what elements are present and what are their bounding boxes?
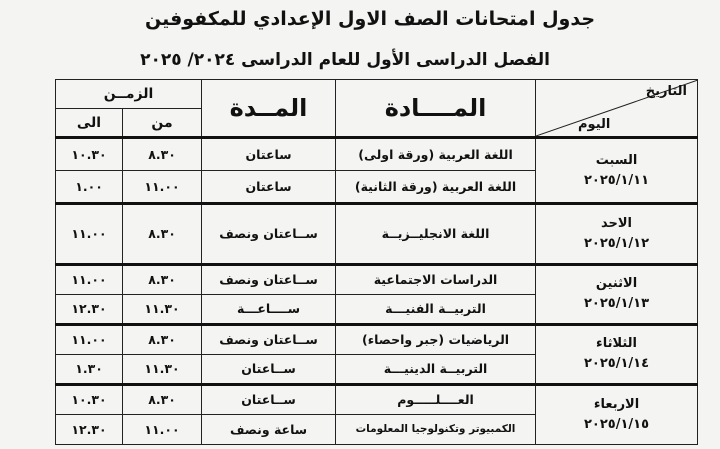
duration-cell: ساعة ونصف xyxy=(202,414,336,444)
table-row xyxy=(56,204,698,264)
day-header: اليوم xyxy=(578,117,611,133)
subject-header: المــــادة xyxy=(336,80,536,138)
table-row xyxy=(56,138,698,171)
day-date: ٢٠٢٥/١/١٣ xyxy=(583,296,650,312)
to-header: الى xyxy=(56,109,123,138)
exam-schedule-table xyxy=(55,79,698,445)
subject-cell: اللغة الانجليــزيــة xyxy=(336,204,536,264)
day-cell xyxy=(536,204,698,264)
time-header: الزمــن xyxy=(56,80,202,109)
from-cell: ١١.٣٠ xyxy=(123,354,202,384)
to-cell: ١.٠٠ xyxy=(56,171,123,204)
day-cell xyxy=(536,324,698,384)
page-title: جدول امتحانات الصف الاول الإعدادي للمكفوفين xyxy=(144,8,596,30)
day-name: السبت xyxy=(595,152,638,168)
duration-cell: ســاعتان ونصف xyxy=(202,264,336,294)
to-cell: ١٠.٣٠ xyxy=(56,384,123,414)
from-cell: ١١.٠٠ xyxy=(123,171,202,204)
subject-cell: التربيــة الفنيـــة xyxy=(336,294,536,324)
day-date: ٢٠٢٥/١/١٢ xyxy=(583,235,650,251)
duration-header: المــدة xyxy=(202,80,336,138)
duration-cell: ساعتان xyxy=(202,138,336,171)
from-cell: ٨.٣٠ xyxy=(123,204,202,264)
to-cell: ١١.٠٠ xyxy=(56,204,123,264)
day-date: ٢٠٢٥/١/١١ xyxy=(583,172,650,188)
day-name: الاحد xyxy=(601,215,633,231)
day-date: ٢٠٢٥/١/١٤ xyxy=(583,356,650,372)
table-row xyxy=(56,264,698,294)
to-cell: ١١.٠٠ xyxy=(56,324,123,354)
day-cell xyxy=(536,384,698,444)
to-cell: ١.٣٠ xyxy=(56,354,123,384)
subject-cell: العــــلـــــوم xyxy=(336,384,536,414)
from-cell: ٨.٣٠ xyxy=(123,384,202,414)
header-row xyxy=(56,80,698,109)
subject-cell: التربيــة الدينيـــة xyxy=(336,354,536,384)
day-date: ٢٠٢٥/١/١٥ xyxy=(583,416,650,432)
duration-cell: ساعتان xyxy=(202,171,336,204)
duration-cell: ســاعتان ونصف xyxy=(202,324,336,354)
from-cell: ١١.٣٠ xyxy=(123,294,202,324)
from-cell: ١١.٠٠ xyxy=(123,414,202,444)
duration-cell: ســاعتان xyxy=(202,384,336,414)
to-cell: ١١.٠٠ xyxy=(56,264,123,294)
subject-cell: اللغة العربية (ورقة اولى) xyxy=(336,138,536,171)
to-cell: ١٠.٣٠ xyxy=(56,138,123,171)
table-row xyxy=(56,324,698,354)
subject-cell: الكمبيوتر وتكنولوجيا المعلومات xyxy=(336,414,536,444)
date-header: التاريخ xyxy=(645,84,688,99)
table-row xyxy=(56,384,698,414)
date-day-header xyxy=(536,80,698,138)
from-header: من xyxy=(123,109,202,138)
duration-cell: ســــاعـــة xyxy=(202,294,336,324)
to-cell: ١٢.٣٠ xyxy=(56,294,123,324)
day-name: الاثنين xyxy=(595,276,638,292)
from-cell: ٨.٣٠ xyxy=(123,264,202,294)
subject-cell: الدراسات الاجتماعية xyxy=(336,264,536,294)
to-cell: ١٢.٣٠ xyxy=(56,414,123,444)
day-cell xyxy=(536,138,698,204)
from-cell: ٨.٣٠ xyxy=(123,138,202,171)
duration-cell: ســاعتان ونصف xyxy=(202,204,336,264)
subject-cell: اللغة العربية (ورقة الثانية) xyxy=(336,171,536,204)
day-cell xyxy=(536,264,698,324)
from-cell: ٨.٣٠ xyxy=(123,324,202,354)
day-name: الاربعاء xyxy=(593,396,640,412)
duration-cell: ســاعتان xyxy=(202,354,336,384)
day-name: الثلاثاء xyxy=(596,336,637,352)
page-subtitle: الفصل الدراسى الأول للعام الدراسى ٢٠٢٤/ ٢٠٢٥ xyxy=(140,50,550,70)
subject-cell: الرياضيات (جبر واحصاء) xyxy=(336,324,536,354)
